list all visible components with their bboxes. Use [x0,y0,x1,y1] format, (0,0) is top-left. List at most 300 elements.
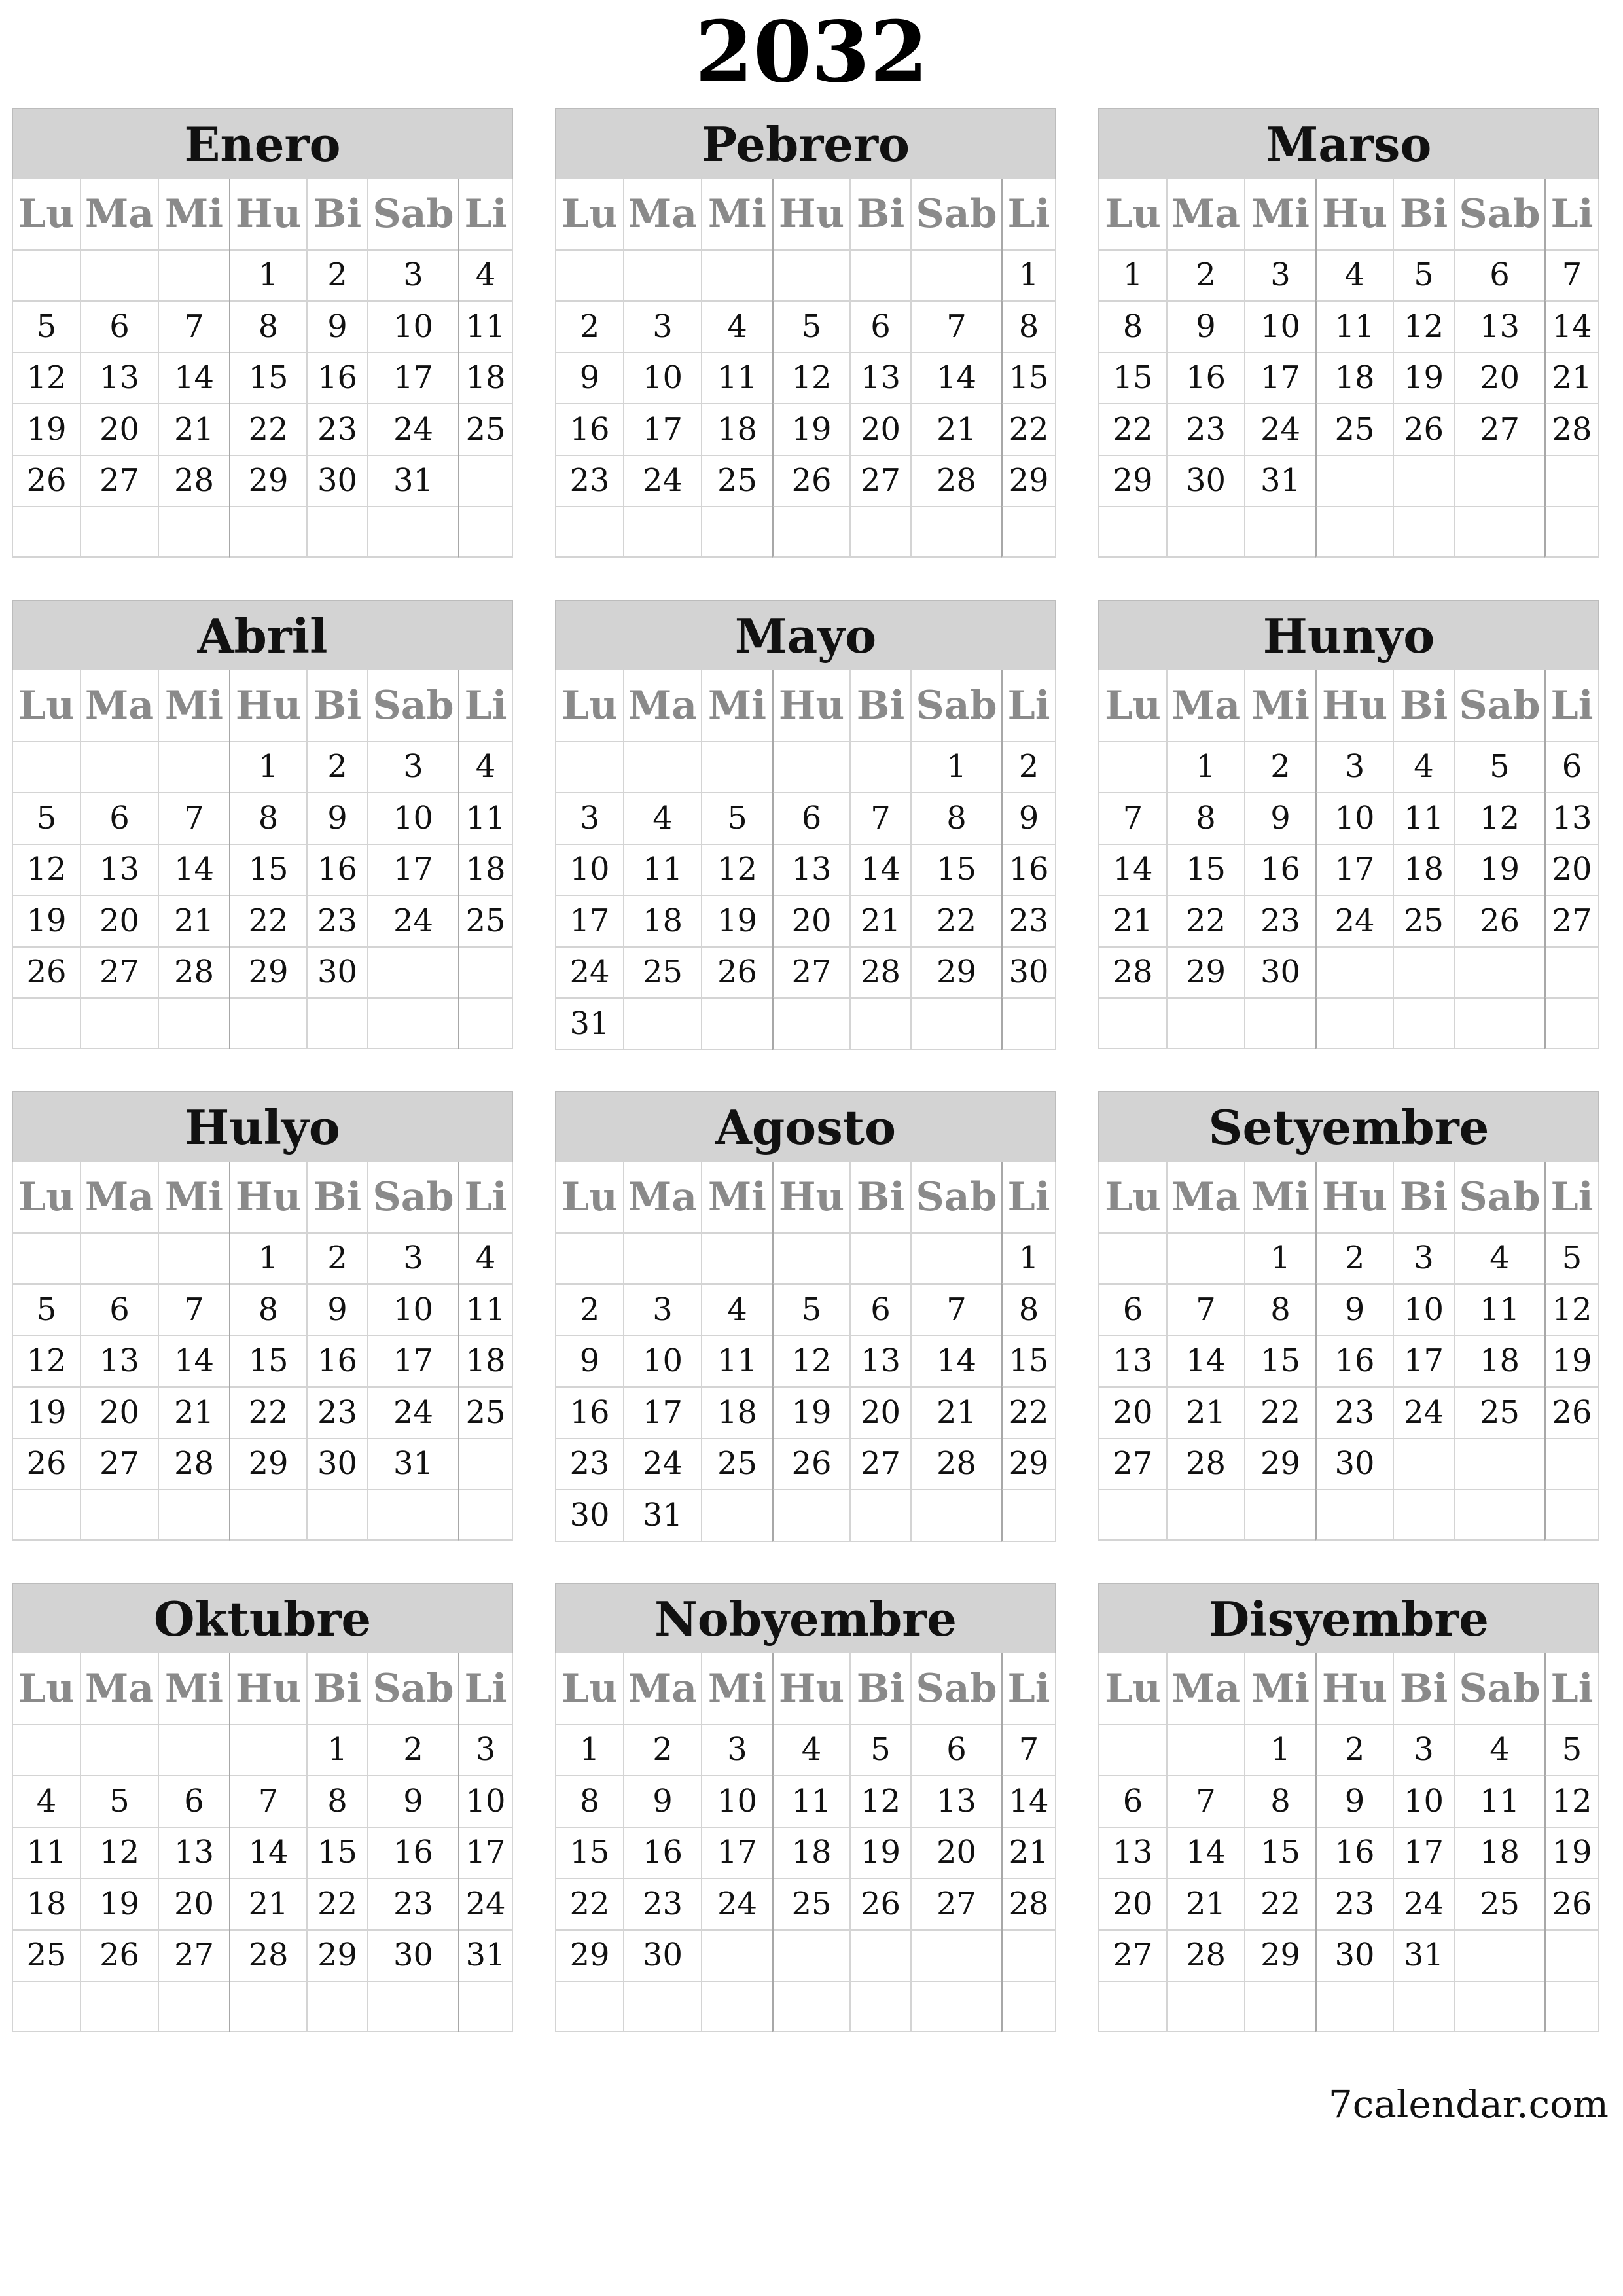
day-cell: 22 [555,1878,623,1931]
week-row [1098,352,1599,404]
day-cell: 23 [555,1438,623,1490]
weekday-label: Li [1001,670,1056,742]
day-cell: 11 [458,793,513,845]
day-cell: 16 [623,1827,701,1879]
day-cell: 2 [1315,1232,1393,1285]
day-cell: 30 [1315,1929,1393,1982]
day-cell [555,1981,623,2033]
week-row [555,455,1056,507]
week-row [555,301,1056,353]
day-cell: 15 [1166,844,1244,896]
day-cell: 18 [772,1827,849,1879]
day-cell: 3 [458,1724,513,1776]
day-cell: 16 [555,1387,623,1439]
weekday-label: Bi [1393,1653,1454,1725]
day-cell [229,1724,306,1776]
day-cell [1098,1490,1166,1541]
day-cell: 20 [910,1827,1001,1879]
day-cell [1454,1981,1544,2033]
day-cell: 21 [849,895,910,948]
weekday-label: Mi [1244,670,1315,742]
weekday-label: Li [1001,1162,1056,1234]
day-cell [458,946,513,999]
weekday-label: Bi [306,179,367,251]
day-cell: 31 [367,1438,458,1490]
day-cell: 2 [306,1232,367,1285]
day-cell: 24 [458,1878,513,1931]
day-cell [158,507,229,558]
day-cell: 14 [1166,1827,1244,1879]
day-cell: 8 [1166,793,1244,845]
day-cell: 11 [623,844,701,896]
day-cell: 2 [306,249,367,302]
week-row [1098,507,1599,558]
day-cell: 28 [1544,404,1599,456]
week-row [1098,1929,1599,1981]
week-row [555,741,1056,793]
day-cell: 28 [849,946,910,999]
month-name: Agosto [555,1091,1056,1162]
week-row [555,1335,1056,1387]
day-cell: 11 [458,301,513,353]
weekday-label: Ma [80,1653,158,1725]
day-cell: 12 [772,1335,849,1388]
week-row [555,1827,1056,1878]
day-cell: 14 [849,844,910,896]
day-cell: 9 [623,1776,701,1828]
week-row [555,1284,1056,1336]
day-cell: 29 [306,1929,367,1982]
day-cell [623,1981,701,2033]
day-cell [12,1490,80,1541]
day-cell: 31 [458,1929,513,1982]
week-row [1098,1878,1599,1930]
weekday-label: Hu [1315,670,1393,742]
day-cell: 22 [1001,1387,1056,1439]
day-cell: 20 [1098,1387,1166,1439]
week-row [555,1490,1056,1541]
day-cell [458,1438,513,1490]
week-row [555,1387,1056,1439]
day-cell [229,1490,306,1541]
day-cell: 12 [1393,301,1454,353]
day-cell: 22 [1166,895,1244,948]
day-cell: 22 [229,404,306,456]
day-cell: 27 [849,455,910,507]
day-cell: 21 [158,895,229,948]
weekday-label: Hu [229,1162,306,1234]
weekday-label: Sab [367,179,458,251]
month-name: Pebrero [555,108,1056,179]
day-cell: 12 [12,844,80,896]
weekday-label: Mi [158,1162,229,1234]
day-cell [1166,1724,1244,1776]
day-cell [849,249,910,302]
day-cell: 12 [1544,1284,1599,1336]
day-cell [158,249,229,302]
day-cell [458,455,513,507]
week-row [1098,1232,1599,1284]
weekday-label: Hu [772,179,849,251]
day-cell: 29 [1166,946,1244,999]
day-cell: 3 [1393,1232,1454,1285]
day-cell: 10 [458,1776,513,1828]
day-cell: 9 [306,793,367,845]
day-cell: 5 [1393,249,1454,302]
day-cell: 20 [80,1387,158,1439]
day-cell: 16 [1166,352,1244,404]
month-calendar [1098,108,1599,558]
weekday-label: Lu [555,1653,623,1725]
day-cell: 17 [458,1827,513,1879]
week-row [12,793,513,844]
day-cell: 8 [1001,1284,1056,1336]
day-cell: 8 [1098,301,1166,353]
weekday-label: Ma [1166,179,1244,251]
month-calendar [12,1091,513,1541]
day-cell [1454,1438,1544,1490]
day-cell: 5 [1544,1232,1599,1285]
day-cell: 18 [701,404,772,456]
weekday-header-row [12,1162,513,1232]
week-row [1098,404,1599,456]
week-row [1098,793,1599,844]
weekday-label: Bi [1393,179,1454,251]
day-cell: 11 [772,1776,849,1828]
day-cell: 8 [229,1284,306,1336]
day-cell [1001,507,1056,558]
day-cell: 18 [1393,844,1454,896]
day-cell: 7 [158,301,229,353]
month-name: Oktubre [12,1583,513,1653]
day-cell: 17 [367,1335,458,1388]
day-cell: 13 [849,352,910,404]
week-row [555,249,1056,301]
day-cell: 5 [772,1284,849,1336]
day-cell: 22 [1098,404,1166,456]
day-cell: 4 [772,1724,849,1776]
day-cell: 1 [229,741,306,793]
day-cell: 11 [1393,793,1454,845]
day-cell: 27 [772,946,849,999]
weekday-label: Hu [772,1162,849,1234]
day-cell [772,1232,849,1285]
day-cell: 15 [1244,1827,1315,1879]
day-cell: 31 [1393,1929,1454,1982]
weekday-label: Bi [1393,670,1454,742]
day-cell: 30 [306,1438,367,1490]
day-cell: 18 [1315,352,1393,404]
day-cell: 7 [910,301,1001,353]
day-cell: 1 [1166,741,1244,793]
month-calendar [1098,1091,1599,1541]
weekday-header-row [1098,179,1599,249]
day-cell [701,507,772,558]
weekday-header-row [12,1653,513,1724]
day-cell: 26 [849,1878,910,1931]
day-cell [12,998,80,1050]
day-cell [1244,1981,1315,2033]
day-cell: 29 [229,946,306,999]
day-cell: 12 [1454,793,1544,845]
weekday-label: Li [458,1653,513,1725]
weekday-label: Ma [80,1162,158,1234]
day-cell: 16 [1001,844,1056,896]
day-cell: 6 [158,1776,229,1828]
day-cell: 1 [229,1232,306,1285]
day-cell [1315,1490,1393,1541]
day-cell: 9 [306,301,367,353]
day-cell [80,1490,158,1541]
day-cell [1454,1929,1544,1982]
day-cell: 2 [1001,741,1056,793]
day-cell: 19 [80,1878,158,1931]
day-cell: 16 [1244,844,1315,896]
day-cell: 30 [367,1929,458,1982]
week-row [1098,1981,1599,2033]
day-cell: 19 [1544,1335,1599,1388]
day-cell [849,507,910,558]
day-cell: 20 [80,895,158,948]
day-cell: 2 [367,1724,458,1776]
day-cell [1544,455,1599,507]
weekday-label: Lu [12,179,80,251]
day-cell [1166,1232,1244,1285]
month-name: Marso [1098,108,1599,179]
day-cell: 23 [555,455,623,507]
day-cell: 28 [910,1438,1001,1490]
day-cell [158,1724,229,1776]
day-cell: 10 [1393,1284,1454,1336]
week-row [555,1878,1056,1930]
week-row [555,1929,1056,1981]
day-cell [458,998,513,1050]
day-cell: 26 [701,946,772,999]
day-cell: 20 [1544,844,1599,896]
weekday-label: Hu [229,179,306,251]
day-cell: 7 [1098,793,1166,845]
day-cell: 5 [701,793,772,845]
day-cell [910,1981,1001,2033]
week-row [555,895,1056,947]
day-cell: 15 [910,844,1001,896]
day-cell: 20 [849,1387,910,1439]
week-row [555,844,1056,895]
day-cell: 14 [158,1335,229,1388]
day-cell [555,507,623,558]
day-cell: 4 [458,741,513,793]
month-calendar [12,600,513,1049]
day-cell: 26 [80,1929,158,1982]
months-grid [12,108,1599,2032]
week-row [1098,844,1599,895]
weekday-label: Ma [623,1653,701,1725]
day-cell: 16 [367,1827,458,1879]
weekday-label: Sab [910,1653,1001,1725]
day-cell: 25 [1454,1878,1544,1931]
day-cell: 3 [1315,741,1393,793]
day-cell: 27 [910,1878,1001,1931]
day-cell [701,1232,772,1285]
weekday-label: Li [1544,670,1599,742]
week-row [1098,1724,1599,1776]
weekday-label: Lu [555,179,623,251]
day-cell: 22 [1244,1387,1315,1439]
day-cell: 24 [1315,895,1393,948]
day-cell: 13 [1098,1827,1166,1879]
day-cell: 3 [701,1724,772,1776]
day-cell: 25 [458,1387,513,1439]
weekday-label: Sab [910,1162,1001,1234]
day-cell [1544,1981,1599,2033]
weekday-header-row [555,1162,1056,1232]
day-cell: 27 [158,1929,229,1982]
week-row [555,1981,1056,2033]
day-cell: 1 [555,1724,623,1776]
day-cell: 25 [772,1878,849,1931]
day-cell: 29 [1001,1438,1056,1490]
day-cell: 3 [623,1284,701,1336]
day-cell: 20 [849,404,910,456]
day-cell: 10 [555,844,623,896]
day-cell: 23 [1001,895,1056,948]
day-cell: 27 [80,946,158,999]
day-cell [772,249,849,302]
day-cell: 7 [158,793,229,845]
day-cell: 28 [1001,1878,1056,1931]
day-cell: 8 [555,1776,623,1828]
day-cell: 14 [1544,301,1599,353]
day-cell: 29 [1244,1438,1315,1490]
weekday-label: Mi [158,1653,229,1725]
day-cell: 15 [229,1335,306,1388]
day-cell: 18 [623,895,701,948]
day-cell: 20 [80,404,158,456]
day-cell [623,249,701,302]
day-cell [1454,946,1544,999]
week-row [555,507,1056,558]
day-cell: 20 [1454,352,1544,404]
day-cell: 14 [158,844,229,896]
day-cell: 29 [1001,455,1056,507]
month-name: Mayo [555,600,1056,670]
weekday-header-row [1098,1653,1599,1724]
day-cell: 17 [1315,844,1393,896]
day-cell [910,998,1001,1050]
week-row [12,1438,513,1490]
day-cell [1315,507,1393,558]
day-cell: 2 [623,1724,701,1776]
day-cell: 20 [772,895,849,948]
day-cell: 15 [1244,1335,1315,1388]
weekday-label: Hu [772,1653,849,1725]
day-cell [701,249,772,302]
week-row [12,1724,513,1776]
day-cell: 18 [1454,1827,1544,1879]
day-cell [772,741,849,793]
day-cell: 19 [12,404,80,456]
weekday-label: Lu [1098,670,1166,742]
day-cell [1544,1929,1599,1982]
day-cell: 24 [367,404,458,456]
day-cell: 25 [1393,895,1454,948]
weekday-label: Mi [701,670,772,742]
day-cell [701,1981,772,2033]
day-cell: 30 [1001,946,1056,999]
day-cell: 27 [80,455,158,507]
day-cell [701,741,772,793]
day-cell: 9 [555,352,623,404]
weekday-header-row [1098,670,1599,741]
month-name: Hulyo [12,1091,513,1162]
day-cell [1166,998,1244,1050]
weekday-label: Sab [1454,179,1544,251]
weekday-label: Bi [1393,1162,1454,1234]
month-calendar [555,600,1056,1049]
day-cell: 12 [849,1776,910,1828]
day-cell: 11 [12,1827,80,1879]
day-cell: 8 [1244,1776,1315,1828]
day-cell: 6 [1544,741,1599,793]
weekday-label: Sab [367,1162,458,1234]
day-cell [849,1929,910,1982]
week-row [1098,1827,1599,1878]
day-cell [1393,507,1454,558]
day-cell: 23 [623,1878,701,1931]
day-cell: 6 [1098,1776,1166,1828]
day-cell: 9 [367,1776,458,1828]
day-cell: 15 [306,1827,367,1879]
week-row [12,1878,513,1930]
month-calendar [12,1583,513,2032]
day-cell [367,1490,458,1541]
day-cell: 1 [306,1724,367,1776]
week-row [1098,1284,1599,1336]
week-row [555,793,1056,844]
month-name: Disyembre [1098,1583,1599,1653]
day-cell: 28 [1166,1929,1244,1982]
day-cell: 25 [1315,404,1393,456]
week-row [12,249,513,301]
day-cell: 28 [910,455,1001,507]
day-cell [1001,1490,1056,1542]
day-cell: 8 [1244,1284,1315,1336]
day-cell: 22 [910,895,1001,948]
month-calendar [555,1583,1056,2032]
day-cell [1544,1490,1599,1541]
day-cell: 22 [1001,404,1056,456]
weekday-label: Li [1544,179,1599,251]
day-cell: 21 [1544,352,1599,404]
weekday-label: Sab [910,670,1001,742]
day-cell: 30 [1315,1438,1393,1490]
day-cell: 6 [1454,249,1544,302]
day-cell: 1 [1244,1232,1315,1285]
day-cell: 10 [1244,301,1315,353]
day-cell: 8 [229,301,306,353]
day-cell: 26 [772,455,849,507]
day-cell: 27 [80,1438,158,1490]
day-cell: 6 [849,301,910,353]
day-cell [1166,1981,1244,2033]
day-cell: 2 [1166,249,1244,302]
day-cell [1001,1929,1056,1982]
day-cell [158,1490,229,1541]
week-row [555,946,1056,998]
week-row [12,1827,513,1878]
day-cell: 26 [1393,404,1454,456]
day-cell: 19 [12,1387,80,1439]
